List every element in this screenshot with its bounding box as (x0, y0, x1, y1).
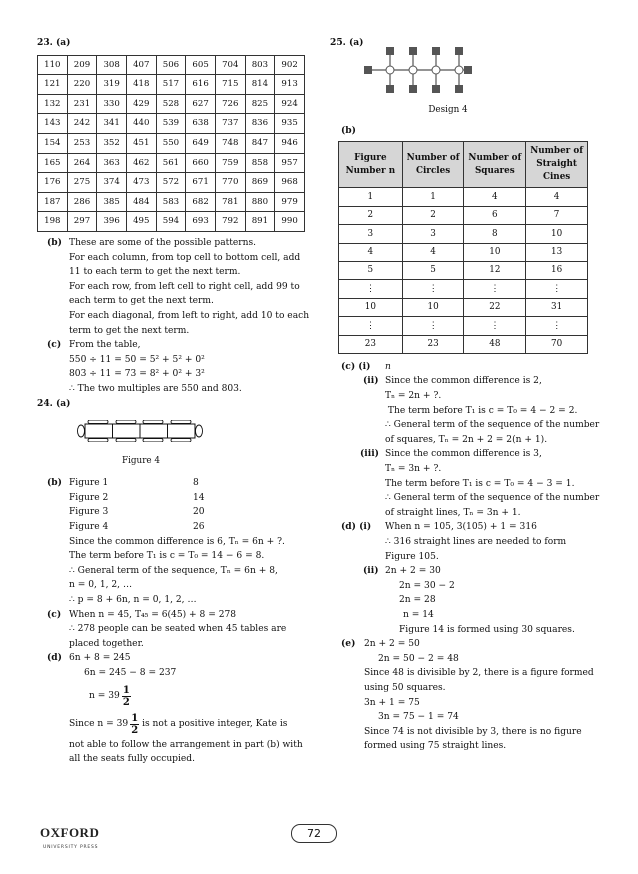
figure-name: Figure 3 (69, 507, 109, 518)
text-line: Since 48 is divisible by 2, there is a figure formed (364, 668, 594, 679)
grid-cell: 660 (186, 153, 216, 173)
figure-seat-count: 8 (193, 478, 199, 489)
text-line: ∴ p = 8 + 6n, n = 0, 1, 2, … (69, 595, 197, 605)
table-cell: 10 (464, 243, 526, 261)
grid-cell: 209 (67, 55, 97, 75)
grid-cell: 968 (275, 173, 305, 193)
grid-row (38, 192, 305, 212)
q24-d-since-post: is not a positive integer, Kate is (139, 719, 288, 730)
text-line: 2n + 2 = 50 (364, 639, 420, 650)
grid-cell: 462 (126, 153, 156, 173)
q25-dii-label: (ii) (363, 565, 379, 577)
table-row (339, 280, 588, 298)
fraction-denominator-2: 2 (131, 725, 139, 737)
grid-cell: 143 (38, 114, 68, 134)
grid-cell: 330 (97, 94, 127, 114)
q25-design-4-diagram (364, 43, 602, 103)
grid-cell: 429 (126, 94, 156, 114)
table-cell: ⋮ (526, 280, 588, 298)
grid-cell: 759 (215, 153, 245, 173)
q23-b-label: (b) (47, 236, 62, 248)
grid-cell: 363 (97, 153, 127, 173)
table-row (339, 206, 588, 224)
text-line: of squares, Tₙ = 2n + 2 = 2(n + 1). (385, 434, 548, 445)
grid-cell: 418 (126, 75, 156, 95)
figure-name: Figure 4 (69, 522, 109, 533)
text-line: The term before T₁ is c = T₀ = 4 − 2 = 2. (385, 405, 578, 416)
text-line: 803 ÷ 11 = 73 = 8² + 0² + 3² (69, 369, 205, 380)
text-line: For each row, from left cell to right cell, add 99 to (69, 281, 300, 292)
grid-cell: 572 (156, 173, 186, 193)
grid-cell: 847 (245, 133, 275, 153)
text-line: 2n = 30 − 2 (399, 580, 455, 591)
q25-part-c (330, 360, 602, 521)
q24-c-text (69, 608, 286, 652)
grid-cell: 154 (38, 133, 68, 153)
table-cell: 4 (526, 188, 588, 206)
q25-c-iii (330, 447, 602, 520)
text-line: When n = 105, 3(105) + 1 = 316 (385, 522, 537, 533)
q25-di-label: (d) (i) (341, 521, 372, 533)
grid-cell: 616 (186, 75, 216, 95)
grid-cell: 220 (67, 75, 97, 95)
text-line: ∴ General term of the sequence, Tₙ = 6n + 8, (69, 565, 278, 576)
table-row (339, 225, 588, 243)
table-cell: 1 (339, 188, 403, 206)
grid-cell: 638 (186, 114, 216, 134)
table-cell: 3 (402, 225, 464, 243)
q25-e-text (364, 637, 594, 754)
q25-ci-text: n (385, 361, 391, 372)
grid-cell: 836 (245, 114, 275, 134)
grid-row (38, 114, 305, 134)
q24-d-text (69, 651, 303, 766)
q24-d-eq3-text: n = 39 (89, 691, 120, 702)
grid-cell: 374 (97, 173, 127, 193)
grid-cell: 869 (245, 173, 275, 193)
fraction-denominator: 2 (122, 697, 130, 709)
q23-heading: 23. (a) (37, 37, 71, 48)
table-cell: ⋮ (464, 317, 526, 335)
grid-cell: 649 (186, 133, 216, 153)
text-line: Since 74 is not divisible by 3, there is no figure (364, 726, 582, 737)
grid-cell: 308 (97, 55, 127, 75)
tables-figure-graphic (77, 420, 203, 442)
q24-d-since (69, 712, 303, 738)
q25-dii-text (385, 564, 575, 637)
table-cell: ⋮ (526, 317, 588, 335)
table-cell: 10 (526, 225, 588, 243)
text-line: When n = 45, T₄₅ = 6(45) + 8 = 278 (69, 609, 237, 620)
grid-cell: 627 (186, 94, 216, 114)
table-cell: 5 (402, 261, 464, 279)
table-row (339, 335, 588, 353)
table-cell: 70 (526, 335, 588, 353)
q23-c-label: (c) (47, 339, 62, 351)
table-cell: 6 (464, 206, 526, 224)
grid-cell: 781 (215, 192, 245, 212)
table-header-cell: Number of Circles (402, 142, 464, 188)
grid-cell: 253 (67, 133, 97, 153)
grid-cell: 704 (215, 55, 245, 75)
table-cell: ⋮ (339, 280, 403, 298)
table-cell: 16 (526, 261, 588, 279)
q24-d-conclusion (69, 738, 303, 767)
text-line: 2n = 50 − 2 = 48 (378, 653, 459, 664)
q25-cii-text (385, 374, 599, 447)
fraction-numerator-2: 1 (131, 713, 139, 725)
q24-d-since-pre: Since n = 39 (69, 719, 129, 730)
table-cell: 10 (339, 298, 403, 316)
text-line: ∴ The two multiples are 550 and 803. (69, 383, 242, 394)
text-line: term to get the next term. (69, 325, 190, 336)
grid-cell: 539 (156, 114, 186, 134)
grid-cell: 319 (97, 75, 127, 95)
publisher-logo-subtitle: UNIVERSITY PRESS (43, 845, 99, 850)
text-line: ∴ General term of the sequence of the number (385, 493, 600, 504)
table-cell: ⋮ (402, 280, 464, 298)
grid-cell: 583 (156, 192, 186, 212)
q25-di-text (385, 520, 566, 564)
table-cell: ⋮ (402, 317, 464, 335)
grid-cell: 517 (156, 75, 186, 95)
grid-cell: 770 (215, 173, 245, 193)
table-cell: 3 (339, 225, 403, 243)
text-line: Since the common difference is 6, Tₙ = 6n + ?. (69, 536, 285, 547)
q25-ciii-label: (iii) (360, 448, 379, 460)
q23-b-text (69, 236, 309, 338)
figure-count-row (69, 476, 285, 491)
text-line: Tₙ = 3n + ?. (385, 464, 442, 475)
table-header-cell: Figure Number n (339, 142, 403, 188)
q25-cii-label: (ii) (363, 375, 379, 387)
q24-d-eq2: 6n = 245 − 8 = 237 (84, 667, 177, 678)
q24-heading: 24. (a) (37, 398, 71, 410)
q24-figure-caption: Figure 4 (121, 455, 161, 466)
left-column (37, 36, 310, 767)
grid-cell: 891 (245, 212, 275, 232)
grid-cell: 814 (245, 75, 275, 95)
q24-d-eq1: 6n + 8 = 245 (69, 653, 131, 664)
text-line: ∴ 316 straight lines are needed to form (385, 537, 567, 548)
text-line: Tₙ = 2n + ?. (385, 391, 442, 402)
grid-cell: 473 (126, 173, 156, 193)
table-row (339, 298, 588, 316)
table-header-row (339, 142, 588, 188)
q24-b-text (69, 476, 285, 607)
grid-cell: 792 (215, 212, 245, 232)
grid-cell: 561 (156, 153, 186, 173)
table-cell: 4 (464, 188, 526, 206)
grid-cell: 979 (275, 192, 305, 212)
grid-cell: 528 (156, 94, 186, 114)
grid-row (38, 133, 305, 153)
q25-design-caption: Design 4 (428, 105, 468, 116)
grid-cell: 407 (126, 55, 156, 75)
table-cell: 4 (339, 243, 403, 261)
q24-figure-list (69, 476, 285, 534)
q25-c-ii (330, 374, 602, 447)
grid-cell: 187 (38, 192, 68, 212)
text-line: For each column, from top cell to bottom cell, add (69, 252, 301, 263)
q25-part-e (330, 637, 602, 754)
grid-cell: 297 (67, 212, 97, 232)
table-cell: 7 (526, 206, 588, 224)
grid-cell: 946 (275, 133, 305, 153)
table-cell: 13 (526, 243, 588, 261)
text-line: These are some of the possible patterns. (69, 237, 257, 248)
grid-cell: 451 (126, 133, 156, 153)
grid-cell: 715 (215, 75, 245, 95)
table-cell: ⋮ (464, 280, 526, 298)
grid-cell: 198 (38, 212, 68, 232)
grid-cell: 682 (186, 192, 216, 212)
grid-cell: 506 (156, 55, 186, 75)
grid-cell: 693 (186, 212, 216, 232)
grid-cell: 385 (97, 192, 127, 212)
grid-cell: 352 (97, 133, 127, 153)
figure-count-row (69, 505, 285, 520)
grid-cell: 924 (275, 94, 305, 114)
q23-part-b (37, 236, 310, 338)
fraction-half (122, 685, 131, 708)
grid-cell: 550 (156, 133, 186, 153)
grid-cell: 484 (126, 192, 156, 212)
design-4-graphic (364, 43, 472, 97)
table-cell: 23 (402, 335, 464, 353)
page-number: 72 (291, 824, 337, 843)
grid-row (38, 173, 305, 193)
table-header-cell: Number of Straight Cines (526, 142, 588, 188)
grid-row (38, 55, 305, 75)
text-line: The term before T₁ is c = T₀ = 4 − 3 = 1. (385, 478, 575, 489)
q24-d-eq3 (69, 684, 303, 710)
table-cell: 5 (339, 261, 403, 279)
fraction-half-2 (130, 713, 139, 736)
grid-cell: 880 (245, 192, 275, 212)
text-line: The term before T₁ is c = T₀ = 14 − 6 = 8. (69, 551, 265, 562)
table-cell: 48 (464, 335, 526, 353)
q25-d-ii (330, 564, 602, 637)
grid-cell: 396 (97, 212, 127, 232)
grid-cell: 440 (126, 114, 156, 134)
table-row (339, 261, 588, 279)
text-line: using 50 squares. (364, 682, 446, 693)
publisher-logo: OXFORD (40, 825, 100, 840)
grid-cell: 803 (245, 55, 275, 75)
figure-count-row (69, 520, 285, 535)
grid-cell: 495 (126, 212, 156, 232)
grid-cell: 990 (275, 212, 305, 232)
table-row (339, 188, 588, 206)
grid-cell: 176 (38, 173, 68, 193)
text-line: For each diagonal, from left to right, add 10 to each (69, 310, 310, 321)
table-cell: 23 (339, 335, 403, 353)
grid-cell: 605 (186, 55, 216, 75)
q25-heading: 25. (a) (330, 37, 364, 48)
text-line: ∴ 278 people can be seated when 45 tables are (69, 624, 287, 635)
table-cell: 10 (402, 298, 464, 316)
q25-d-i (330, 520, 602, 564)
grid-cell: 726 (215, 94, 245, 114)
table-cell: 31 (526, 298, 588, 316)
q24-d-label: (d) (47, 652, 62, 664)
q24-part-b (37, 476, 305, 607)
grid-row (38, 212, 305, 232)
figure-seat-count: 20 (193, 507, 205, 518)
table-row (339, 243, 588, 261)
grid-cell: 748 (215, 133, 245, 153)
figure-seat-count: 14 (193, 492, 205, 503)
table-cell: 22 (464, 298, 526, 316)
text-line: n = 0, 1, 2, … (69, 580, 133, 591)
q25-e-label: (e) (341, 638, 356, 650)
grid-cell: 275 (67, 173, 97, 193)
q25-c-i (330, 360, 602, 375)
grid-cell: 165 (38, 153, 68, 173)
grid-cell: 132 (38, 94, 68, 114)
q25-part-d (330, 520, 602, 637)
text-line: placed together. (69, 638, 144, 649)
text-line: Figure 14 is formed using 30 squares. (399, 624, 575, 635)
text-line: n = 14 (403, 609, 434, 620)
text-line: Figure 105. (385, 551, 439, 562)
grid-cell: 231 (67, 94, 97, 114)
text-line: 2n + 2 = 30 (385, 566, 441, 577)
grid-cell: 594 (156, 212, 186, 232)
q24-b-label: (b) (47, 477, 62, 489)
q23-c-text (69, 338, 242, 396)
text-line: Since the common difference is 3, (385, 449, 542, 460)
table-cell: 12 (464, 261, 526, 279)
text-line: 3n + 1 = 75 (364, 697, 420, 708)
table-cell: ⋮ (339, 317, 403, 335)
q25-sequence-table (338, 141, 588, 354)
text-line: all the seats fully occupied. (69, 754, 196, 765)
table-cell: 2 (339, 206, 403, 224)
grid-row (38, 153, 305, 173)
grid-cell: 825 (245, 94, 275, 114)
text-line: of straight lines, Tₙ = 3n + 1. (385, 507, 521, 518)
grid-cell: 286 (67, 192, 97, 212)
grid-cell: 110 (38, 55, 68, 75)
figure-name: Figure 2 (69, 492, 109, 503)
q24-c-label: (c) (47, 608, 62, 620)
table-row (339, 317, 588, 335)
text-line: not able to follow the arrangement in part (b) with (69, 739, 303, 750)
grid-row (38, 94, 305, 114)
q24-part-c (37, 608, 305, 652)
q23-number-grid (37, 55, 305, 232)
text-line: 3n = 75 − 1 = 74 (378, 712, 459, 723)
fraction-numerator: 1 (122, 685, 130, 697)
grid-cell: 121 (38, 75, 68, 95)
grid-cell: 935 (275, 114, 305, 134)
grid-cell: 737 (215, 114, 245, 134)
grid-cell: 957 (275, 153, 305, 173)
right-column (330, 36, 602, 754)
table-cell: 4 (402, 243, 464, 261)
text-line: formed using 75 straight lines. (364, 741, 507, 752)
grid-cell: 902 (275, 55, 305, 75)
grid-cell: 858 (245, 153, 275, 173)
q25-ciii-text (385, 447, 599, 520)
text-line: Since the common difference is 2, (385, 376, 542, 387)
table-header-cell: Number of Squares (464, 142, 526, 188)
text-line: each term to get the next term. (69, 296, 214, 307)
grid-cell: 913 (275, 75, 305, 95)
figure-seat-count: 26 (193, 522, 205, 533)
text-line: 2n = 28 (399, 595, 436, 606)
figure-count-row (69, 491, 285, 506)
q23-part-c (37, 338, 305, 396)
grid-cell: 671 (186, 173, 216, 193)
text-line: 11 to each term to get the next term. (69, 267, 241, 278)
text-line: From the table, (69, 340, 141, 351)
grid-cell: 341 (97, 114, 127, 134)
grid-cell: 242 (67, 114, 97, 134)
grid-cell: 264 (67, 153, 97, 173)
grid-row (38, 75, 305, 95)
table-cell: 2 (402, 206, 464, 224)
q25-ci-label: (c) (i) (341, 360, 371, 372)
table-cell: 8 (464, 225, 526, 243)
q24-figure-4-diagram (77, 420, 305, 448)
text-line: 550 ÷ 11 = 50 = 5² + 5² + 0² (69, 354, 205, 365)
q24-part-d (37, 651, 305, 766)
table-cell: 1 (402, 188, 464, 206)
figure-name: Figure 1 (69, 478, 109, 489)
q24-b-lines (69, 535, 285, 608)
text-line: ∴ General term of the sequence of the number (385, 420, 600, 431)
q25-b-label: (b) (341, 124, 356, 136)
